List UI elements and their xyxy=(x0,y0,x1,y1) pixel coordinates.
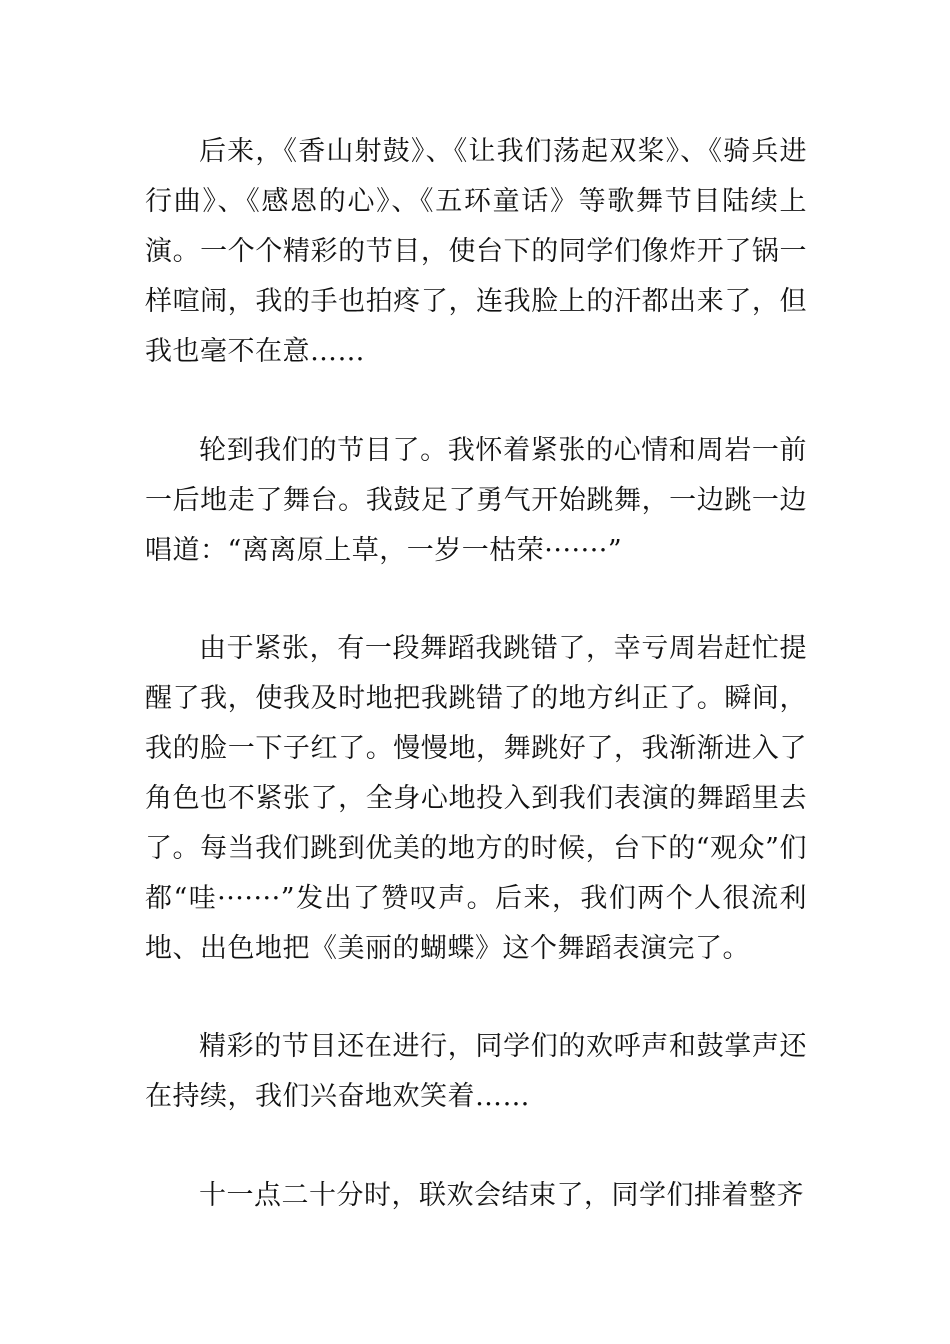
paragraph-2: 轮到我们的节目了。我怀着紧张的心情和周岩一前一后地走了舞台。我鼓足了勇气开始跳舞，一边跳一边唱道：“离离原上草，一岁一枯荣·······” xyxy=(145,435,807,566)
paragraph-3: 由于紧张，有一段舞蹈我跳错了，幸亏周岩赶忙提醒了我，使我及时地把我跳错了的地方纠正了。瞬间，我的脸一下子红了。慢慢地，舞跳好了，我渐渐进入了角色也不紧张了，全身心地投入到我们表演的舞蹈里去了。每当我们跳到优美的地方的时候，台下的“观众”们都“哇·······”发出了赞叹声。后来，我们两个人很流利地、出色地把《美丽的蝴蝶》这个舞蹈表演完了。 xyxy=(145,633,807,964)
paragraph-4: 精彩的节目还在进行，同学们的欢呼声和鼓掌声还在持续，我们兴奋地欢笑着…… xyxy=(145,1031,807,1112)
paragraph-1: 后来，《香山射鼓》、《让我们荡起双桨》、《骑兵进行曲》、《感恩的心》、《五环童话》等歌舞节目陆续上演。一个个精彩的节目，使台下的同学们像炸开了锅一样喧闹，我的手也拍疼了，连我脸上的汗都出来了，但我也毫不在意…… xyxy=(145,136,807,367)
paragraph-5: 十一点二十分时，联欢会结束了，同学们排着整齐 xyxy=(199,1180,804,1211)
